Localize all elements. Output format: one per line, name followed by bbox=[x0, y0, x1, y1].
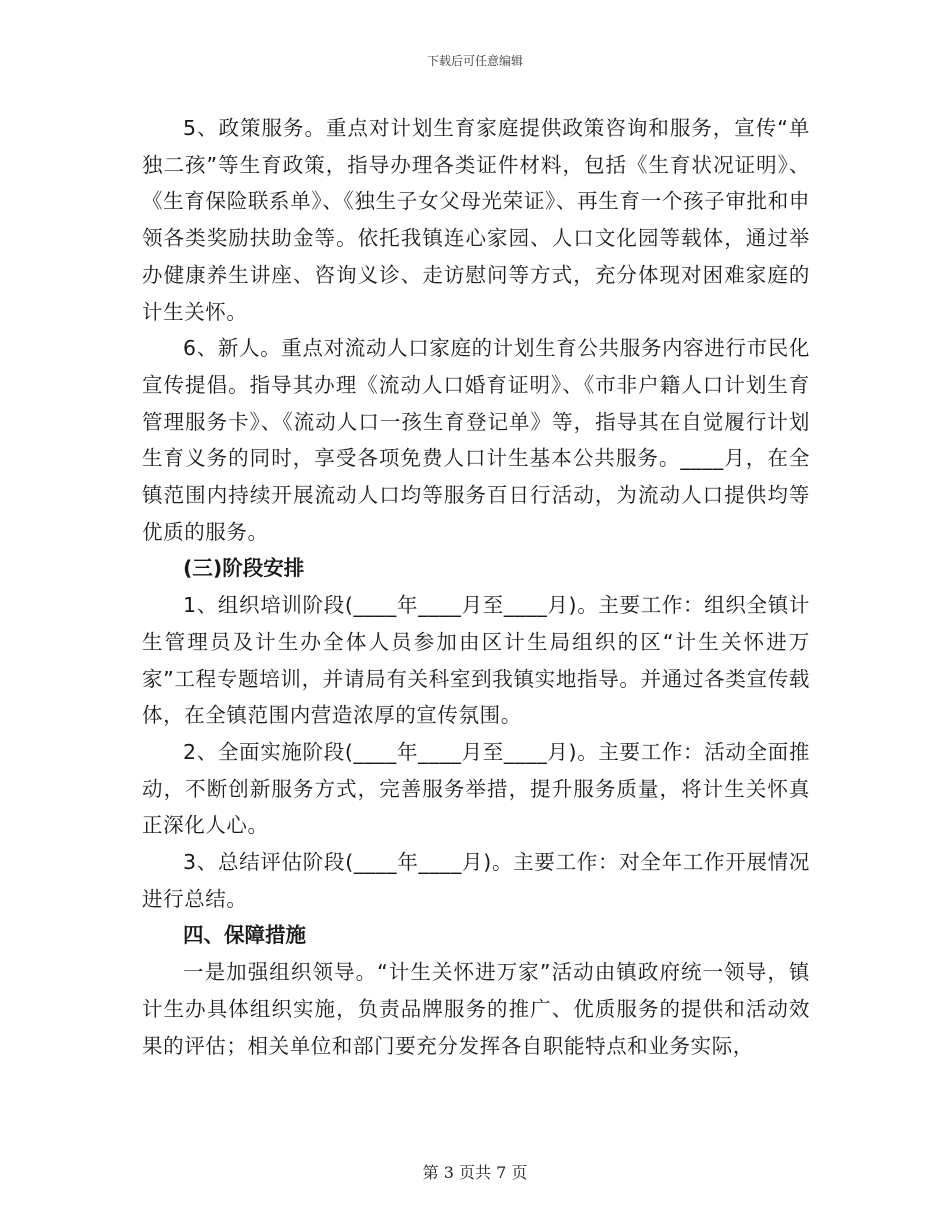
paragraph-stage-3: 3、总结评估阶段(____年____月)。主要工作：对全年工作开展情况进行总结。 bbox=[142, 850, 810, 911]
paragraph-stage-2: 2、全面实施阶段(____年____月至____月)。主要工作：活动全面推动，不断创新服务方式，完善服务举措，提升服务质量，将计生关怀真正深化人心。 bbox=[142, 739, 810, 838]
page-header: 下载后可任意编辑 bbox=[426, 54, 523, 68]
paragraph-organization: 一是加强组织领导。“计生关怀进万家”活动由镇政府统一领导，镇计生办具体组织实施，负责品牌服务的推广、优质服务的提供和活动效果的评估；相关单位和部门要充分发挥各自职能特点和业务实际， bbox=[142, 960, 810, 1058]
paragraph-new-people: 6、新人。重点对流动人口家庭的计划生育公共服务内容进行市民化宣传提倡。指导其办理《流动人口婚育证明》、《市非户籍人口计划生育管理服务卡》、《流动人口一孩生育登记单》等，指导其在自觉履行计划生育义务的同时，享受各项免费人口计生基本公共服务。____月，在全镇范围内持续开展流动人口均等服务百日行活动，为流动人口提供均等优质的服务。 bbox=[142, 336, 810, 544]
heading-safeguards: 四、保障措施 bbox=[183, 923, 306, 948]
page-footer: 第 3 页共 7 页 bbox=[422, 1163, 528, 1182]
heading-stage-arrangement: (三)阶段安排 bbox=[183, 556, 305, 581]
paragraph-policy-service: 5、政策服务。重点对计划生育家庭提供政策咨询和服务，宣传“单独二孩”等生育政策，指导办理各类证件材料，包括《生育状况证明》、《生育保险联系单》、《独生子女父母光荣证》、再生育一个孩子审批和申领各类奖励扶助金等。依托我镇连心家园、人口文化园等载体，通过举办健康养生讲座、咨询义诊、走访慰问等方式，充分体现对困难家庭的计生关怀。 bbox=[142, 116, 810, 324]
document-body bbox=[142, 110, 810, 1064]
paragraph-stage-1: 1、组织培训阶段(____年____月至____月)。主要工作：组织全镇计生管理员及计生办全体人员参加由区计生局组织的区“计生关怀进万家”工程专题培训，并请局有关科室到我镇实地指导。并通过各类宣传载体，在全镇范围内营造浓厚的宣传氛围。 bbox=[142, 593, 810, 728]
